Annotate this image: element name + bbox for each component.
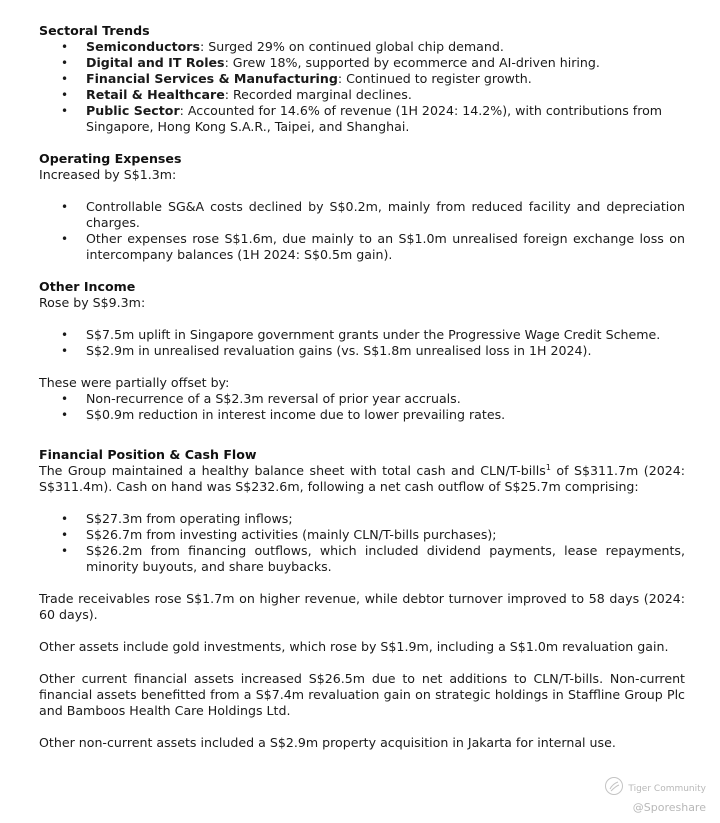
spacer: [39, 183, 685, 199]
document-page: [39, 23, 685, 751]
section-heading: Other Income: [39, 279, 136, 294]
spacer: [39, 423, 685, 447]
tiger-community-logo-icon: [604, 776, 624, 802]
intro-text: of S$311.7m (2024: S$311.4m). Cash on hand was S$232.6m, following a net cash outflow of S$25.7m comprising:: [39, 463, 685, 494]
spacer: [39, 719, 685, 735]
list-item: • S$0.9m reduction in interest income due to lower prevailing rates.: [39, 407, 685, 423]
paragraph-financial-assets: Other current financial assets increased S$26.5m due to net additions to CLN/T-bills. Non-current financial assets benefitted from a S$7.4m revaluation gain on strategic holdings in Staffline Group Plc and Bamboos Health Care Holdings Ltd.: [39, 671, 685, 718]
other-income-list: [39, 327, 685, 359]
watermark-handle: @Sporeshare: [632, 801, 706, 814]
financial-position-section: [39, 447, 685, 751]
list-item: • Other expenses rose S$1.6m, due mainly to an S$1.0m unrealised foreign exchange loss on intercompany balances (1H 2024: S$0.5m gain).: [39, 231, 685, 263]
watermark-brand: [604, 776, 706, 802]
item-label: Digital and IT Roles: [86, 55, 225, 70]
list-item: [39, 71, 685, 87]
list-item: • Non-recurrence of a S$2.3m reversal of prior year accruals.: [39, 391, 685, 407]
list-item: [39, 39, 685, 55]
item-label: Retail & Healthcare: [86, 87, 225, 102]
paragraph-trade-receivables: Trade receivables rose S$1.7m on higher revenue, while debtor turnover improved to 58 days (2024: 60 days).: [39, 591, 685, 622]
sectoral-trends-list: [39, 39, 685, 135]
offset-list: [39, 391, 685, 423]
offset-intro: These were partially offset by:: [39, 375, 230, 390]
other-income-section: [39, 279, 685, 423]
section-intro: [39, 463, 685, 495]
list-item: • S$7.5m uplift in Singapore government grants under the Progressive Wage Credit Scheme.: [39, 327, 685, 343]
spacer: [39, 623, 685, 639]
item-label: Financial Services & Manufacturing: [86, 71, 338, 86]
spacer: [39, 495, 685, 511]
watermark-brand-text: Tiger Community: [628, 784, 706, 794]
item-text: : Continued to register growth.: [337, 71, 532, 86]
item-text: : Grew 18%, supported by ecommerce and AI-driven hiring.: [224, 55, 600, 70]
spacer: [39, 575, 685, 591]
item-label: Public Sector: [86, 103, 180, 118]
operating-expenses-list: [39, 199, 685, 263]
list-item: [39, 103, 685, 135]
section-heading: Sectoral Trends: [39, 23, 150, 38]
spacer: [39, 263, 685, 279]
list-item: [39, 55, 685, 71]
spacer: [39, 311, 685, 327]
spacer: [39, 655, 685, 671]
list-item: [39, 87, 685, 103]
footnote-marker: 1: [545, 462, 551, 472]
list-item: • S$2.9m in unrealised revaluation gains (vs. S$1.8m unrealised loss in 1H 2024).: [39, 343, 685, 359]
list-item: • S$26.7m from investing activities (mainly CLN/T-bills purchases);: [39, 527, 685, 543]
section-heading: Operating Expenses: [39, 151, 182, 166]
section-intro: Increased by S$1.3m:: [39, 167, 177, 182]
item-label: Semiconductors: [86, 39, 200, 54]
list-item: • S$26.2m from financing outflows, which included dividend payments, lease repayments, minority buyouts, and share buybacks.: [39, 543, 685, 575]
section-heading: Financial Position & Cash Flow: [39, 447, 257, 462]
intro-text: The Group maintained a healthy balance sheet with total cash and CLN/T-bills: [39, 463, 546, 478]
operating-expenses-section: [39, 151, 685, 263]
sectoral-trends-section: [39, 23, 685, 135]
cash-flow-list: [39, 511, 685, 575]
item-text: : Recorded marginal declines.: [224, 87, 412, 102]
list-item: • Controllable SG&A costs declined by S$0.2m, mainly from reduced facility and depreciation charges.: [39, 199, 685, 231]
spacer: [39, 359, 685, 375]
spacer: [39, 135, 685, 151]
paragraph-other-assets: Other assets include gold investments, which rose by S$1.9m, including a S$1.0m revaluation gain.: [39, 639, 669, 654]
paragraph-non-current-assets: Other non-current assets included a S$2.9m property acquisition in Jakarta for internal use.: [39, 735, 616, 750]
section-intro: Rose by S$9.3m:: [39, 295, 146, 310]
list-item: • S$27.3m from operating inflows;: [39, 511, 685, 527]
item-text: : Accounted for 14.6% of revenue (1H 2024: 14.2%), with contributions from Singapore, Hong Kong S.A.R., Taipei, and Shanghai.: [86, 103, 663, 134]
item-text: : Surged 29% on continued global chip demand.: [199, 39, 504, 54]
